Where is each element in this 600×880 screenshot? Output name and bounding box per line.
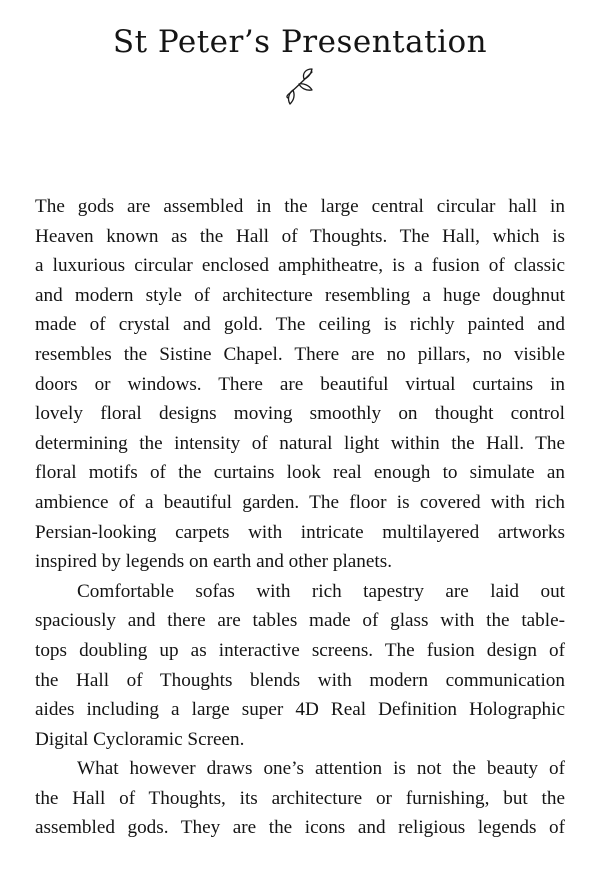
text-line: doors or windows. There are beautiful virtual curtains in bbox=[35, 373, 565, 395]
text-line: Heaven known as the Hall of Thoughts. The Hall, which is bbox=[35, 225, 565, 247]
body-text bbox=[35, 192, 565, 843]
text-line: the Hall of Thoughts blends with modern communication bbox=[35, 669, 565, 691]
text-line: inspired by legends on earth and other planets. bbox=[35, 551, 393, 573]
text-line: Comfortable sofas with rich tapestry are laid out bbox=[77, 580, 565, 602]
paragraph bbox=[35, 577, 565, 755]
text-line: ambience of a beautiful garden. The floor is covered with rich bbox=[35, 491, 565, 513]
text-line: Persian-looking carpets with intricate multilayered artworks bbox=[35, 521, 565, 543]
text-line: a luxurious circular enclosed amphitheatre, is a fusion of classic bbox=[35, 255, 565, 277]
text-line: The gods are assembled in the large central circular hall in bbox=[35, 196, 565, 217]
text-line: spaciously and there are tables made of glass with the table- bbox=[35, 610, 565, 632]
leaf-sprig-ornament-icon bbox=[282, 66, 320, 106]
text-line: made of crystal and gold. The ceiling is richly painted and bbox=[35, 314, 565, 336]
chapter-title: St Peter’s Presentation bbox=[112, 24, 488, 60]
text-line: resembles the Sistine Chapel. There are no pillars, no visible bbox=[35, 343, 565, 365]
text-line: aides including a large super 4D Real Definition Holographic bbox=[35, 699, 565, 721]
text-line: and modern style of architecture resembling a huge doughnut bbox=[35, 284, 565, 306]
text-line: lovely floral designs moving smoothly on thought control bbox=[35, 403, 565, 425]
text-line: the Hall of Thoughts, its architecture or furnishing, but the bbox=[35, 787, 565, 809]
text-line: tops doubling up as interactive screens. The fusion design of bbox=[35, 639, 565, 661]
paragraph bbox=[35, 754, 565, 843]
text-line: determining the intensity of natural light within the Hall. The bbox=[35, 432, 565, 454]
text-line: floral motifs of the curtains look real enough to simulate an bbox=[35, 462, 565, 484]
text-line: Digital Cycloramic Screen. bbox=[35, 728, 245, 750]
text-line: assembled gods. They are the icons and religious legends of bbox=[35, 817, 565, 839]
text-line: What however draws one’s attention is not the beauty of bbox=[77, 758, 565, 780]
paragraph bbox=[35, 192, 565, 577]
